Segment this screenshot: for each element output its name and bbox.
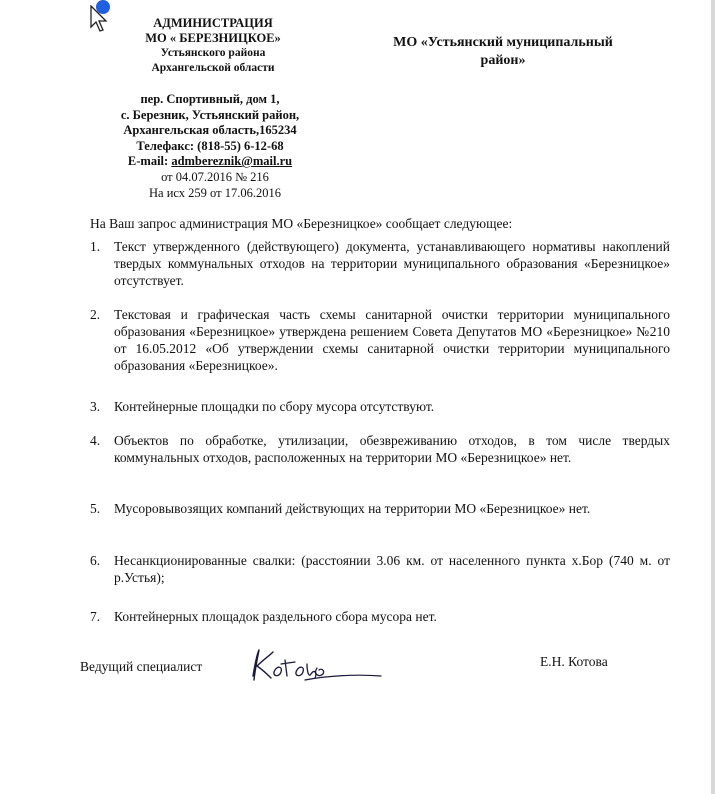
scan-edge bbox=[711, 0, 715, 794]
incoming-ref: На исх 259 от 17.06.2016 bbox=[149, 185, 281, 200]
item-text: Объектов по обработке, утилизации, обезвреживанию отходов, в том числе твердых коммунальных отходов, расположенных на территории МО «Березницкое» нет. bbox=[114, 433, 670, 465]
list-item bbox=[90, 608, 670, 625]
item-number: 5. bbox=[90, 501, 101, 516]
item-number: 3. bbox=[90, 399, 101, 414]
sender-line: Устьянского района bbox=[160, 47, 266, 59]
recipient-line: район» bbox=[480, 53, 526, 68]
intro-text: На Ваш запрос администрация МО «Березницкое» сообщает следующее: bbox=[90, 216, 513, 231]
sender-address bbox=[105, 92, 315, 170]
handwritten-signature-icon bbox=[245, 646, 385, 686]
item-number: 4. bbox=[90, 433, 101, 448]
item-number: 1. bbox=[90, 239, 101, 254]
email-label: E-mail: bbox=[127, 154, 172, 168]
sender-line: АДМИНИСТРАЦИЯ bbox=[153, 16, 273, 30]
item-text: Текстовая и графическая часть схемы санитарной очистки территории муниципального образования «Березницкое» утверждена решением Совета Депутатов МО «Березницкое» №210 от 16.05.2012 «Об утверждении схемы санитарной очистки территории муниципального образования «Березницкое». bbox=[114, 307, 670, 373]
item-text: Мусоровывозящих компаний действующих на территории МО «Березницкое» нет. bbox=[114, 501, 591, 516]
sender-line: Архангельской области bbox=[151, 62, 275, 74]
outgoing-ref: от 04.07.2016 № 216 bbox=[161, 170, 269, 184]
address-line: пер. Спортивный, дом 1, bbox=[140, 92, 280, 106]
list-item bbox=[90, 398, 670, 415]
item-text: Контейнерные площадки по сбору мусора отсутствуют. bbox=[114, 399, 435, 414]
signature-row bbox=[80, 654, 640, 694]
item-text: Несанкционированные свалки: (расстоянии 3.06 км. от населенного пункта х.Бор (740 м. от р.Устья); bbox=[114, 553, 670, 585]
phone-line: Телефакс: (818-55) 6-12-68 bbox=[136, 138, 284, 153]
item-number: 6. bbox=[90, 553, 101, 568]
sender-block bbox=[118, 16, 308, 76]
signer-title: Ведущий специалист bbox=[80, 659, 203, 674]
email-link[interactable]: admbereznik@mail.ru bbox=[171, 154, 293, 168]
item-text: Текст утвержденного (действующего) документа, устанавливающего нормативы накоплений твердых коммунальных отходов на территории муниципального образования «Березницкое» отсутствует. bbox=[114, 239, 670, 288]
recipient-line: МО «Устьянский муниципальный bbox=[393, 35, 613, 50]
list-item bbox=[90, 432, 670, 466]
list-item bbox=[90, 552, 670, 586]
email-line bbox=[105, 154, 315, 170]
list-item bbox=[90, 238, 670, 289]
mouse-cursor-icon bbox=[90, 5, 108, 33]
address-line: с. Березник, Устьянский район, bbox=[120, 107, 300, 122]
list-item bbox=[90, 500, 670, 517]
sender-line: МО « БЕРЕЗНИЦКОЕ» bbox=[145, 31, 281, 45]
item-text: Контейнерных площадок раздельного сбора мусора нет. bbox=[114, 609, 437, 624]
item-number: 7. bbox=[90, 609, 101, 624]
list-item bbox=[90, 306, 670, 374]
recipient-block bbox=[358, 34, 648, 70]
document-refs bbox=[120, 170, 310, 201]
item-number: 2. bbox=[90, 307, 101, 322]
signer-name: Е.Н. Котова bbox=[540, 654, 608, 669]
address-line: Архангельская область,165234 bbox=[123, 123, 297, 137]
